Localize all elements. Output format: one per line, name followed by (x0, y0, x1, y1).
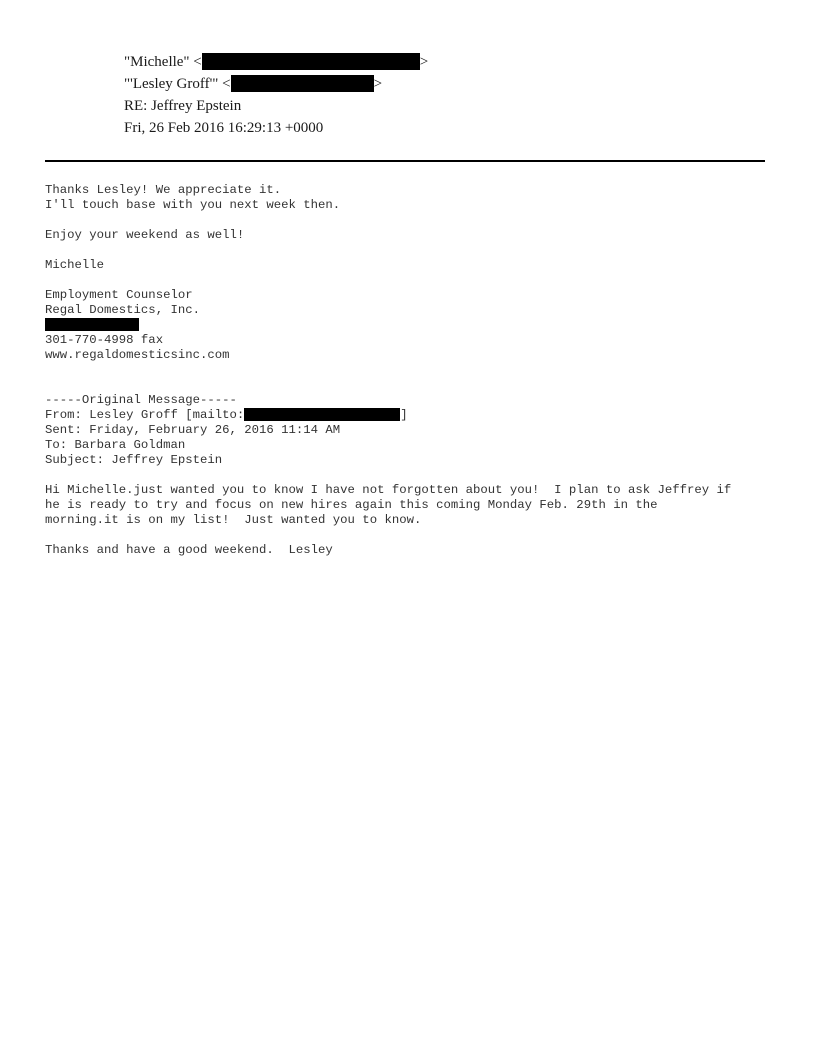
redaction-box (202, 53, 420, 70)
signature-website: www.regaldomesticsinc.com (45, 348, 230, 362)
body-line: Thanks Lesley! We appreciate it. (45, 183, 282, 197)
from-suffix: > (419, 54, 429, 70)
redaction-box (244, 408, 400, 421)
from-name: "Michelle" < (124, 54, 202, 70)
signature-title: Employment Counselor (45, 288, 193, 302)
original-sent: Sent: Friday, February 26, 2016 11:14 AM (45, 423, 341, 437)
header-divider (45, 160, 765, 162)
original-body-line: Hi Michelle.just wanted you to know I have not forgotten about you! I plan to ask Jeffrey if (45, 483, 732, 497)
signature-fax: 301-770-4998 fax (45, 333, 164, 347)
original-subject: Subject: Jeffrey Epstein (45, 453, 223, 467)
original-message-divider: -----Original Message----- (45, 393, 237, 407)
to-value (124, 74, 382, 94)
blank-line (45, 378, 731, 393)
to-suffix: > (373, 76, 383, 92)
signature-name: Michelle (45, 258, 105, 272)
original-from-text: From: Lesley Groff [mailto: (45, 408, 245, 422)
date-value: Fri, 26 Feb 2016 16:29:13 +0000 (124, 120, 324, 136)
blank-line (45, 468, 731, 483)
blank-line (45, 213, 731, 228)
subject-value: RE: Jeffrey Epstein (124, 98, 242, 114)
redaction-box (231, 75, 374, 92)
blank-line (45, 273, 731, 288)
original-from (45, 408, 731, 423)
original-closing: Thanks and have a good weekend. Lesley (45, 543, 333, 557)
original-body-line: he is ready to try and focus on new hires again this coming Monday Feb. 29th in the (45, 498, 658, 512)
body-line: I'll touch base with you next week then. (45, 198, 341, 212)
blank-line (45, 363, 731, 378)
blank-line (45, 243, 731, 258)
blank-line (45, 528, 731, 543)
email-body (45, 183, 731, 558)
to-name: "'Lesley Groff'" < (124, 76, 231, 92)
signature-redacted-line (45, 318, 731, 333)
redaction-box (45, 318, 139, 331)
original-to: To: Barbara Goldman (45, 438, 186, 452)
original-from-suffix: ] (400, 408, 408, 422)
signature-company: Regal Domestics, Inc. (45, 303, 200, 317)
original-body-line: morning.it is on my list! Just wanted you to know. (45, 513, 422, 527)
body-line: Enjoy your weekend as well! (45, 228, 245, 242)
from-value (124, 52, 428, 72)
